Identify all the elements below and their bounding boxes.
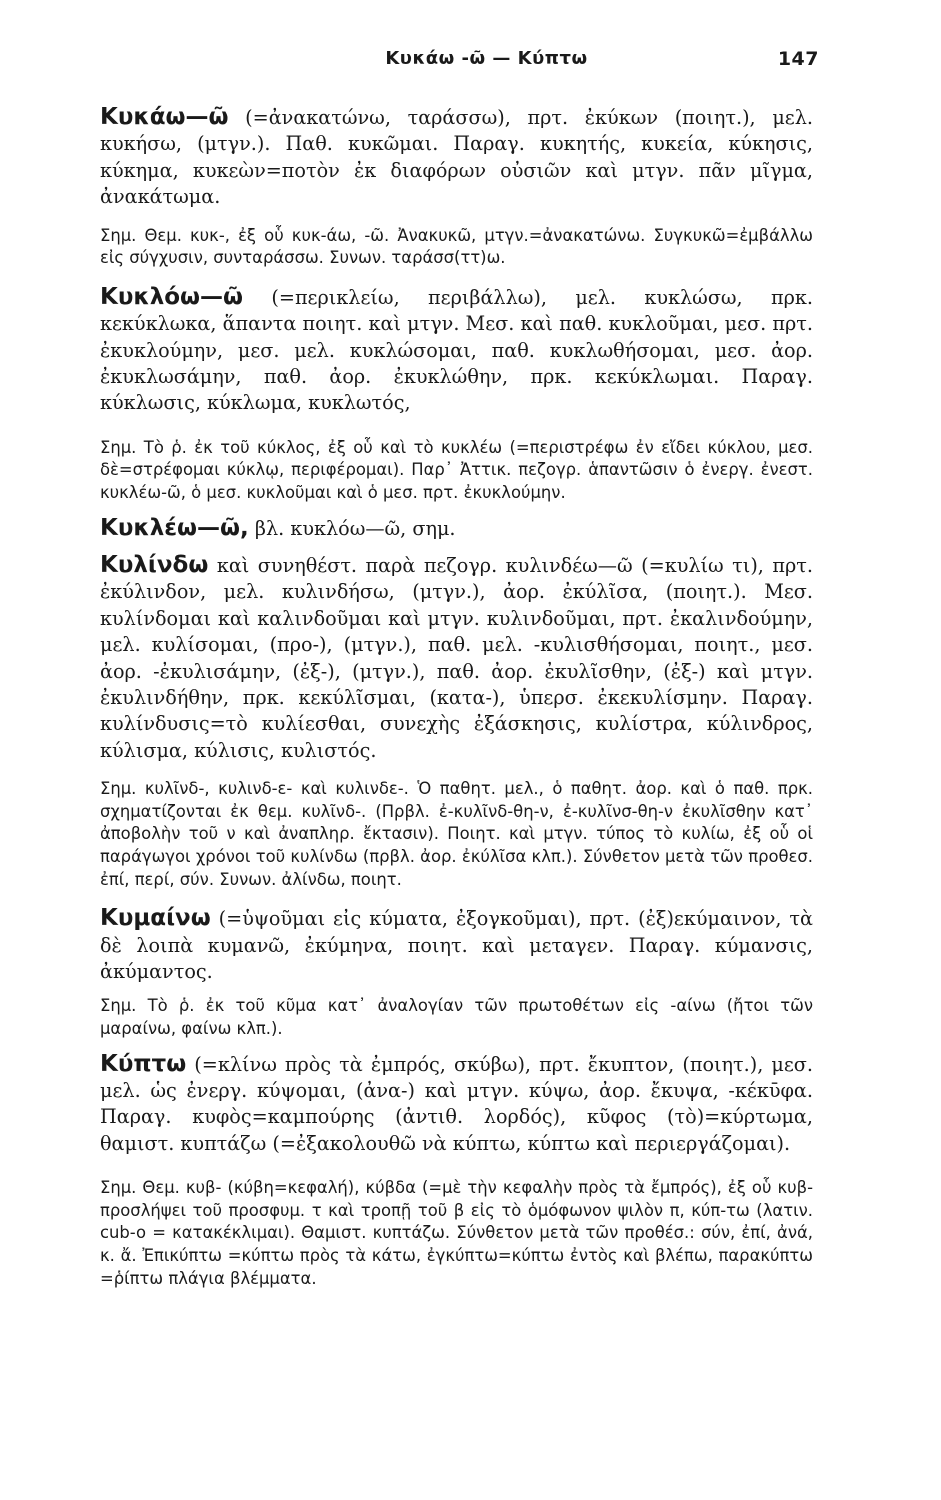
- entry-body: (=ὑψοῦμαι εἰς κύματα, ἐξογκοῦμαι), πρτ. (ἐξ)εκύμαινον, τὰ δὲ λοιπὰ κυμανῶ, ἐκύμηνα, ποιητ. καὶ μεταγεν. Παραγ. κύμανσις, ἀκύμαντος.: [100, 907, 813, 984]
- entry-note: Σημ. Θεμ. κυκ-, ἐξ οὗ κυκ-άω, -ῶ. Ἀνακυκῶ, μτγν.=ἀνακατώνω. Συγκυκῶ=ἐμβάλλω εἰς σύγχυσιν, συνταράσσω. Συνων. ταράσσ(ττ)ω.: [100, 225, 813, 268]
- entry-kykleo: [100, 515, 813, 542]
- entry-kylindo: [100, 552, 813, 764]
- page-number: 147: [777, 48, 819, 70]
- entry-body: (=περικλείω, περιβάλλω), μελ. κυκλώσω, πρκ. κεκύκλωκα, ἅπαντα ποιητ. καὶ μτγν. Μεσ. καὶ παθ. κυκλοῦμαι, μεσ. πρτ. ἐκυκλούμην, μεσ. μελ. κυκλώσομαι, παθ. κυκλωθήσομαι, μεσ. ἀορ. ἐκυκλωσάμην, παθ. ἀορ. ἐκυκλώθην, πρκ. κεκύκλωμαι. Παραγ. κύκλωσις, κύκλωμα, κυκλωτός,: [100, 285, 813, 415]
- entry-note: Σημ. Τὸ ῥ. ἐκ τοῦ κῦμα κατ᾽ ἀναλογίαν τῶν πρωτοθέτων εἰς -αίνω (ἤτοι τῶν μαραίνω, φαίνω κλπ.).: [100, 996, 813, 1039]
- entry-body: βλ. κυκλόω—ῶ, σημ.: [248, 516, 456, 540]
- entry-kykao: [100, 104, 813, 211]
- lemma: Κυκάω—ῶ: [100, 104, 229, 130]
- entry-body: (=κλίνω πρὸς τὰ ἐμπρός, σκύβω), πρτ. ἔκυπτον, (ποιητ.), μεσ. μελ. ὡς ἐνεργ. κύψομαι, (ἀνα-) καὶ μτγν. κύψω, ἀορ. ἔκυψα, -κέκῡφα. Παραγ. κυφὸς=καμπούρης (ἀντιθ. λορδός), κῦφος (τὸ)=κύρτωμα, θαμιστ. κυπτάζω (=ἐξακολουθῶ νὰ κύπτω, κύπτω καὶ περιεργάζομαι).: [100, 1052, 813, 1155]
- entry-note: Σημ. Τὸ ῥ. ἐκ τοῦ κύκλος, ἐξ οὗ καὶ τὸ κυκλέω (=περιστρέφω ἐν εἴδει κύκλου, μεσ. δὲ=στρέφομαι κύκλῳ, περιφέρομαι). Παρ᾽ Ἀττικ. πεζογρ. ἁπαντῶσιν ὁ ἐνεργ. ἐνεστ. κυκλέω-ῶ, ὁ μεσ. κυκλοῦμαι καὶ ὁ μεσ. πρτ. ἐκυκλούμην.: [100, 437, 813, 503]
- entry-note: Σημ. Θεμ. κυβ- (κύβη=κεφαλή), κύβδα (=μὲ τὴν κεφαλὴν πρὸς τὰ ἔμπρός), ἐξ οὗ κυβ- προσλήψει τοῦ προσφυμ. τ καὶ τροπῇ τοῦ β εἰς τὸ ὁμόφωνον ψιλὸν π, κύπ-τω (λατιν. cub-o = κατακέκλιμαι). Θαμιστ. κυπτάζω. Σύνθετον μετὰ τῶν προθέσ.: σύν, ἐπί, ἀνά, κ. ἄ. Ἐπικύπτω =κύπτω πρὸς τὰ κάτω, ἐγκύπτω=κύπτω ἐντὸς καὶ βλέπω, παρακύπτω =ῥίπτω πλάγια βλέμματα.: [100, 1178, 813, 1288]
- running-head: [100, 48, 819, 88]
- lemma: Κύπτω: [100, 1050, 187, 1077]
- entry-body: καὶ συνηθέστ. παρὰ πεζογρ. κυλινδέω—ῶ (=κυλίω τι), πρτ. ἐκύλινδον, μελ. κυλινδήσω, (μτγν.), ἀορ. ἐκύλῖσα, (ποιητ.). Μεσ. κυλίνδομαι καὶ καλινδοῦμαι καὶ μτγν. κυλινδοῦμαι, πρτ. ἐκαλινδούμην, μελ. κυλίσομαι, (προ-), (μτγν.), παθ. μελ. -κυλισθήσομαι, ποιητ., μεσ. ἀορ. -ἐκυλισάμην, (ἐξ-), (μτγν.), παθ. ἀορ. ἐκυλῖσθην, (ἐξ-) καὶ μτγν. ἐκυλινδήθην, πρκ. κεκύλῖσμαι, (κατα-), ὑπερσ. ἐκεκυλίσμην. Παραγ. κυλίνδυσις=τὸ κυλίεσθαι, συνεχὴς ἐξάσκησις, κυλίστρα, κύλινδρος, κύλισμα, κύλισις, κυλιστός.: [100, 554, 813, 762]
- running-head-title: Κυκάω -ῶ — Κύπτω: [385, 48, 588, 69]
- entry-body: (=ἀνακατώνω, ταράσσω), πρτ. ἐκύκων (ποιητ.), μελ. κυκήσω, (μτγν.). Παθ. κυκῶμαι. Παραγ. κυκητής, κυκεία, κύκησις, κύκημα, κυκεὼν=ποτὸν ἐκ διαφόρων οὐσιῶν καὶ μτγν. πᾶν μῖγμα, ἀνακάτωμα.: [100, 106, 813, 209]
- entry-kypto: [100, 1051, 813, 1158]
- lemma: Κυκλόω—ῶ: [100, 283, 244, 310]
- entry-kymaino: [100, 905, 813, 985]
- lemma: Κυκλέω—ῶ,: [100, 514, 249, 541]
- entry-note: Σημ. κυλῖνδ-, κυλινδ-ε- καὶ κυλινδε-. Ὁ παθητ. μελ., ὁ παθητ. ἀορ. καὶ ὁ παθ. πρκ. σχηματίζονται ἐκ θεμ. κυλῖνδ-. (Πρβλ. ἐ-κυλῖνδ-θη-ν, ἐ-κυλῖνσ-θη-ν ἐκυλῖσθην κατ᾽ ἀποβολὴν τοῦ ν καὶ ἀναπληρ. ἔκτασιν). Ποιητ. καὶ μτγν. τύπος τὸ κυλίω, ἐξ οὗ οἱ παράγωγοι χρόνοι τοῦ κυλίνδω (πρβλ. ἀορ. ἐκύλῖσα κλπ.). Σύνθετον μετὰ τῶν προθεσ. ἐπί, περί, σύν. Συνων. ἀλίνδω, ποιητ.: [100, 779, 813, 889]
- lemma: Κυλίνδω: [100, 552, 209, 579]
- lemma: Κυμαίνω: [100, 905, 211, 932]
- entry-kykloo: [100, 284, 813, 417]
